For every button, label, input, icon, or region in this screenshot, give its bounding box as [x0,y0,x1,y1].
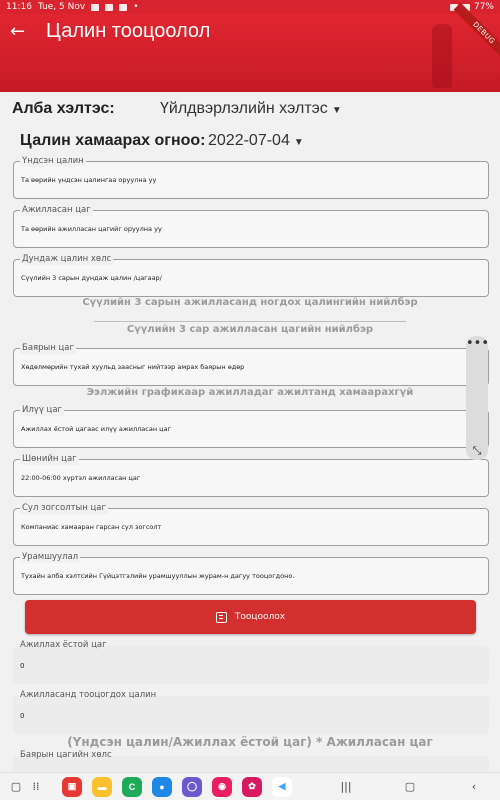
more-dots-icon[interactable]: ••• [466,336,490,351]
formula-text: (Үндсэн цалин/Ажиллах ёстой цаг) * Ажилласан цаг [67,735,433,749]
output-value: 0 [20,712,25,720]
date-dropdown[interactable] [208,132,304,150]
app-icon-internet[interactable]: ◯ [182,777,202,797]
caret-down-icon: ▼ [331,105,342,116]
field-label: Дундаж цалин хөлс [22,254,112,264]
field-hint: Тухайн алба хэлтсийн Гүйцэтгэлийн урамшууллын журам-н дагуу тооцогдоно. [21,572,295,580]
holiday-hours-field[interactable] [13,343,489,386]
app-icon-camera[interactable]: ◉ [212,777,232,797]
app-grid-icon[interactable]: ⁞⁞ [32,780,40,793]
worked-salary-output [13,690,489,734]
date-value: 2022-07-04 [208,132,290,149]
calculate-button[interactable] [25,600,476,634]
idle-hours-field[interactable] [13,503,489,546]
field-label: Баярын цаг [22,343,74,353]
recents-icon[interactable]: ||| [340,780,352,793]
field-hint: Компаниас хамааран гарсан сул зогсолт [21,523,162,531]
system-nav-bar [0,772,500,800]
back-arrow-icon[interactable]: ← [10,21,26,42]
field-hint: Хөдөлмөрийн тухай хуульд заасныг нийтээр амрах баярын өдөр [21,363,245,371]
output-value: 0 [20,662,25,670]
debug-ribbon: DEBUG [454,3,500,64]
field-hint: Сүүлийн 3 сарын дундаж цалин /цагаар/ [21,274,162,282]
department-label: Алба хэлтэс: [12,100,115,117]
department-row [12,100,488,124]
output-label: Ажиллах ёстой цаг [20,640,107,650]
resize-handle-icon[interactable]: ⤡ [472,444,482,457]
cloud-icon [105,4,113,11]
calculator-icon [216,612,227,623]
field-hint: Ажиллах ёстой цагаас илүү ажилласан цаг [21,425,171,433]
bottle-graphic [432,24,452,88]
back-icon[interactable]: ‹ [471,780,477,793]
app-icon-folder[interactable]: ▬ [92,777,112,797]
page-title: Цалин тооцоолол [46,20,211,42]
average-salary-field[interactable] [13,254,489,297]
app-icon-flower[interactable]: ✿ [242,777,262,797]
gallery-icon [91,4,99,11]
overtime-field[interactable] [13,405,489,448]
app-icon-messages[interactable]: ● [152,777,172,797]
divider [94,321,406,322]
check-icon [119,4,127,11]
dot-icon: • [133,2,139,12]
note-hours-sum: Сүүлийн 3 сар ажилласан цагийн нийлбэр [126,324,374,335]
system-buttons [336,780,484,793]
screenshot-icon[interactable]: ▢ [10,780,22,793]
output-label: Баярын цагийн хөлс [20,750,112,760]
field-label: Илүү цаг [22,405,63,415]
field-hint: 22:00-06:00 хүртэл ажилласан цаг [21,474,141,482]
calculate-button-label: Тооцоолох [234,612,286,622]
department-dropdown[interactable] [160,100,342,118]
field-hint: Та өөрийн ажилласан цагийг оруулна уу [21,225,162,233]
app-icon-red[interactable]: ▣ [62,777,82,797]
field-label: Ажилласан цаг [22,205,91,215]
bonus-field[interactable] [13,552,489,595]
date-label: Цалин хамаарах огноо: [20,132,206,149]
field-label: Шөнийн цаг [22,454,77,464]
department-value: Үйлдвэрлэлийн хэлтэс [160,100,328,117]
status-bar [0,0,500,14]
app-icon-phone[interactable]: C [122,777,142,797]
status-time: 11:16 [6,2,32,12]
output-label: Ажилласанд тооцогдох цалин [20,690,157,700]
required-hours-output [13,640,489,684]
field-hint: Та өөрийн үндсэн цалингаа оруулна уу [21,176,157,184]
field-label: Сул зогсолтын цаг [22,503,106,513]
home-icon[interactable]: ▢ [404,780,416,793]
field-label: Урамшуулал [22,552,79,562]
field-label: Үндсэн цалин [22,156,84,166]
caret-down-icon: ▼ [293,137,304,148]
base-salary-field[interactable] [13,156,489,199]
form-content [0,92,500,772]
dock [62,777,292,797]
floating-panel-handle[interactable] [466,336,488,460]
holiday-pay-output [13,750,489,772]
battery-level: 77% [473,2,494,12]
note-salary-sum: Сүүлийн 3 сарын ажилласанд ногдох цалингийн нийлбэр [82,297,418,308]
worked-hours-field[interactable] [13,205,489,248]
app-bar [0,14,500,92]
status-date: Tue, 5 Nov [37,2,86,12]
note-shift: Ээлжийн графикаар ажилладаг ажилтанд хамаарахгүй [86,387,414,398]
night-hours-field[interactable] [13,454,489,497]
date-row [20,132,490,154]
app-icon-flutter[interactable]: ◀ [272,777,292,797]
